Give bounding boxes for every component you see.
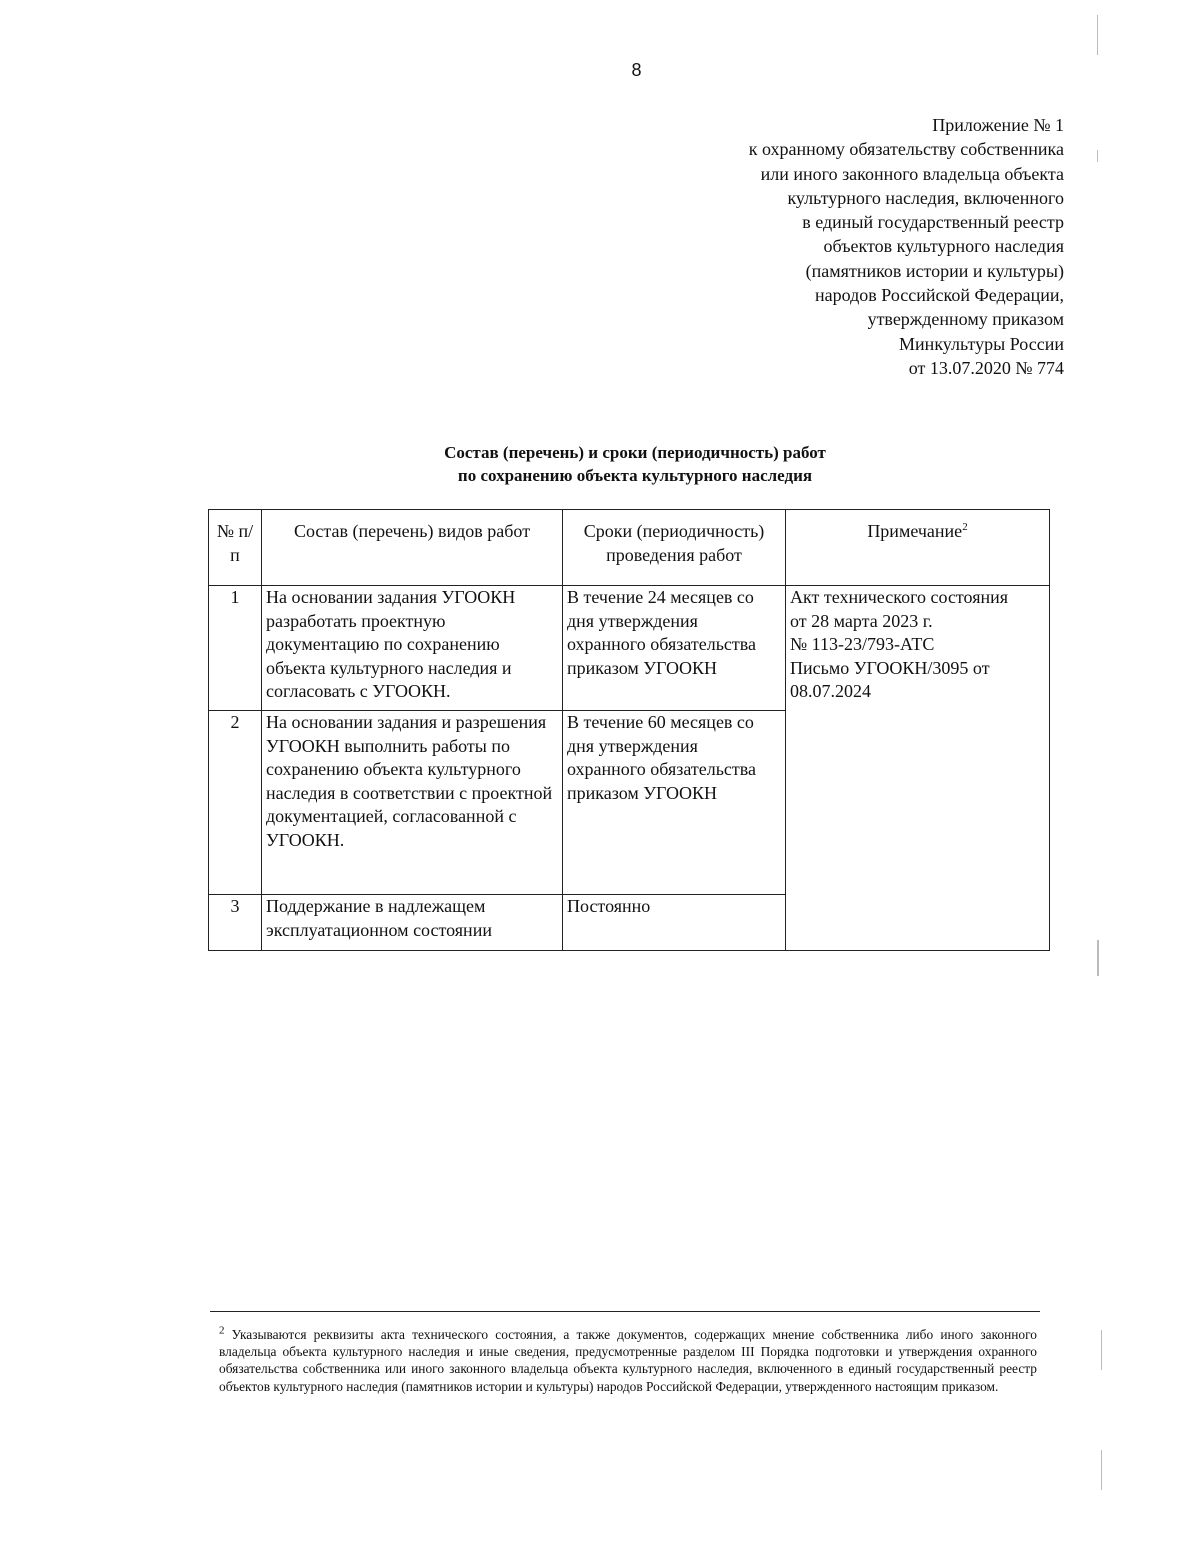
row-note <box>786 586 1050 951</box>
scan-edge-mark <box>1097 940 1099 976</box>
title-line-2: по сохранению объекта культурного наследия <box>457 466 813 485</box>
annex-line: Приложение № 1 <box>932 115 1064 135</box>
footnote-ref: 2 <box>962 521 968 533</box>
note-line: от 28 марта 2023 г. <box>790 610 933 631</box>
annex-line: к охранному обязательству собственника <box>748 139 1064 160</box>
header-works: Состав (перечень) видов работ <box>262 510 563 586</box>
row-terms: Постоянно <box>563 895 786 951</box>
scan-edge-mark <box>1101 1450 1102 1490</box>
footnote-marker: 2 <box>219 1324 225 1337</box>
annex-line: или иного законного владельца объекта <box>760 163 1064 184</box>
row-works: На основании задания и разрешения УГООКН выполнить работы по сохранению объекта культурного наследия в соответствии с проектной документацией, согласованной с УГООКН. <box>262 711 563 895</box>
scan-edge-mark <box>1101 1330 1102 1370</box>
scan-edge-mark <box>1097 150 1098 162</box>
annex-header <box>644 113 1064 380</box>
row-terms: В течение 60 месяцев со дня утверждения охранного обязательства приказом УГООКН <box>563 711 786 895</box>
works-table <box>208 509 1050 951</box>
annex-line: Минкультуры России <box>899 333 1064 354</box>
row-terms: В течение 24 месяцев со дня утверждения охранного обязательства приказом УГООКН <box>563 586 786 711</box>
header-terms: Сроки (периодичность) проведения работ <box>563 510 786 586</box>
row-num: 1 <box>209 586 262 711</box>
row-num: 2 <box>209 711 262 895</box>
page-number: 8 <box>631 60 642 80</box>
footnote-divider <box>210 1311 1040 1312</box>
annex-line: от 13.07.2020 № 774 <box>908 357 1064 378</box>
annex-line: в единый государственный реестр <box>802 212 1064 233</box>
row-works: Поддержание в надлежащем эксплуатационном состоянии <box>262 895 563 951</box>
scan-edge-mark <box>1097 15 1098 55</box>
annex-line: народов Российской Федерации, <box>815 285 1064 306</box>
annex-line: (памятников истории и культуры) <box>805 260 1064 281</box>
table-header-row <box>209 510 1050 586</box>
header-note <box>786 510 1050 586</box>
document-title <box>210 441 1060 487</box>
note-line: 08.07.2024 <box>790 681 871 701</box>
annex-line: культурного наследия, включенного <box>787 187 1064 208</box>
row-num: 3 <box>209 895 262 951</box>
footnote-text: Указываются реквизиты акта технического состояния, а также документов, содержащих мнение собственника либо иного законного владельца объекта культурного наследия и иные сведения, предусмотренные разделом III Порядка подготовки и утверждения охранного обязательства собственника или иного законного владельца объекта культурного наследия, включенного в единый государственный реестр объектов культурного наследия (памятников истории и культуры) народов Российской Федерации, утвержденного настоящим приказом. <box>219 1327 1037 1394</box>
annex-line: утвержденному приказом <box>867 309 1064 330</box>
note-line: Акт технического состояния <box>790 587 1009 607</box>
footnote <box>219 1326 1037 1395</box>
header-num: № п/п <box>209 510 262 586</box>
note-line: № 113-23/793-АТС <box>790 634 935 654</box>
header-note-label: Примечание <box>867 521 963 541</box>
note-line: Письмо УГООКН/3095 от <box>790 657 990 678</box>
annex-line: объектов культурного наследия <box>823 236 1064 257</box>
table-row <box>209 586 1050 711</box>
title-line-1: Состав (перечень) и сроки (периодичность) работ <box>444 443 826 462</box>
row-works: На основании задания УГООКН разработать проектную документацию по сохранению объекта культурного наследия и согласовать с УГООКН. <box>262 586 563 711</box>
